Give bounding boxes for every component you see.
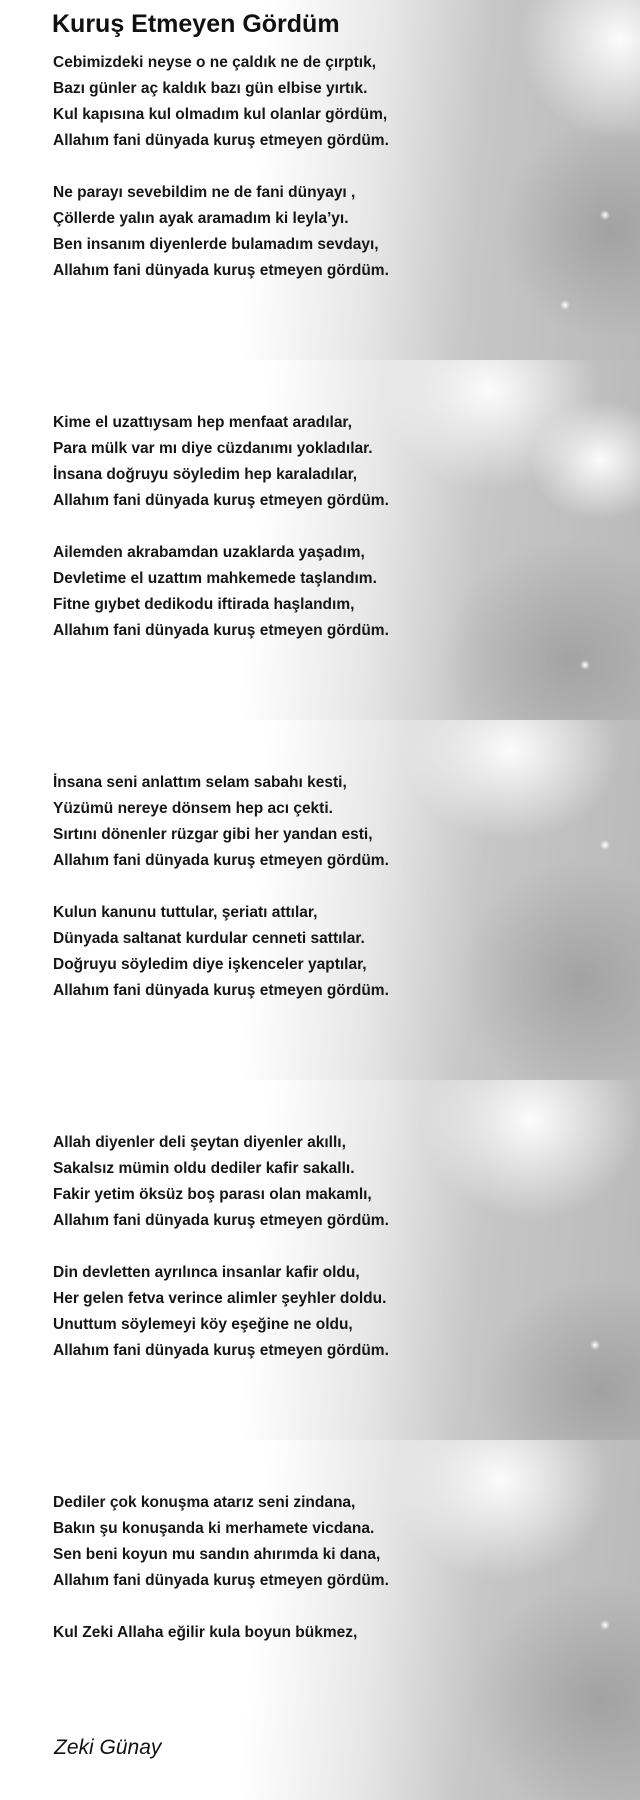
poem-line: Allahım fani dünyada kuruş etmeyen gördüm. <box>53 262 389 279</box>
poem-line: Allahım fani dünyada kuruş etmeyen gördüm. <box>53 492 389 509</box>
poem-line: Din devletten ayrılınca insanlar kafir oldu, <box>53 1264 360 1281</box>
poem-line: Unuttum söylemeyi köy eşeğine ne oldu, <box>53 1316 353 1333</box>
poem-line: Ailemden akrabamdan uzaklarda yaşadım, <box>53 544 365 561</box>
poem-line: İnsana doğruyu söyledim hep karaladılar, <box>53 466 358 483</box>
poem-stanza <box>53 180 389 284</box>
poem-line: Ben insanım diyenlerde bulamadım sevdayı, <box>53 236 379 253</box>
poem-line: Cebimizdeki neyse o ne çaldık ne de çırptık, <box>53 54 377 71</box>
poem-line: Kul kapısına kul olmadım kul olanlar gördüm, <box>53 106 388 123</box>
poem-stanza <box>53 1260 389 1364</box>
poem-stanza <box>53 900 389 1004</box>
poem-line: Para mülk var mı diye cüzdanımı yokladılar. <box>53 440 373 457</box>
poem-stanza <box>53 1130 389 1234</box>
poem-title: Kuruş Etmeyen Gördüm <box>52 10 340 38</box>
poem-stanza <box>53 410 389 514</box>
poem-line: Allahım fani dünyada kuruş etmeyen gördüm. <box>53 982 389 999</box>
poem-stanza <box>53 1620 357 1646</box>
poem-line: Sırtını dönenler rüzgar gibi her yandan esti, <box>53 826 373 843</box>
poem-line: Allahım fani dünyada kuruş etmeyen gördüm. <box>53 1212 389 1229</box>
poem-line: Allahım fani dünyada kuruş etmeyen gördüm. <box>53 1342 389 1359</box>
poem-line: Kime el uzattıysam hep menfaat aradılar, <box>53 414 352 431</box>
poem-line: Allah diyenler deli şeytan diyenler akıllı, <box>53 1134 346 1151</box>
poem-line: Fakir yetim öksüz boş parası olan makamlı, <box>53 1186 372 1203</box>
poem-line: Kulun kanunu tuttular, şeriatı attılar, <box>53 904 318 921</box>
poem-line: Bazı günler aç kaldık bazı gün elbise yırtık. <box>53 80 368 97</box>
author-name: Zeki Günay <box>54 1736 162 1759</box>
poem-stanza <box>53 540 389 644</box>
poem-line: Doğruyu söyledim diye işkenceler yaptılar, <box>53 956 367 973</box>
poem-stanza <box>53 1490 389 1594</box>
poem-line: Ne parayı sevebildim ne de fani dünyayı , <box>53 184 356 201</box>
poem-line: Allahım fani dünyada kuruş etmeyen gördüm. <box>53 852 389 869</box>
poem-line: Sakalsız mümin oldu dediler kafir sakallı. <box>53 1160 355 1177</box>
poem-line: Sen beni koyun mu sandın ahırımda ki dana, <box>53 1546 381 1563</box>
poem-line: Fitne gıybet dedikodu iftirada haşlandım, <box>53 596 355 613</box>
poem-stanza <box>53 770 389 874</box>
poem-line: Çöllerde yalın ayak aramadım ki leyla’yı. <box>53 210 349 227</box>
poem-line: Bakın şu konuşanda ki merhamete vicdana. <box>53 1520 375 1537</box>
poem-line: Dediler çok konuşma atarız seni zindana, <box>53 1494 356 1511</box>
poem-line: Allahım fani dünyada kuruş etmeyen gördüm. <box>53 132 389 149</box>
poem-line: Devletime el uzattım mahkemede taşlandım. <box>53 570 377 587</box>
poem-line: Allahım fani dünyada kuruş etmeyen gördüm. <box>53 622 389 639</box>
poem-line: İnsana seni anlattım selam sabahı kesti, <box>53 774 347 791</box>
poem-line: Yüzümü nereye dönsem hep acı çekti. <box>53 800 333 817</box>
poem-line: Allahım fani dünyada kuruş etmeyen gördüm. <box>53 1572 389 1589</box>
poem-stanza <box>53 50 389 154</box>
poem-line: Kul Zeki Allaha eğilir kula boyun bükmez, <box>53 1624 358 1641</box>
poem-line: Dünyada saltanat kurdular cenneti sattılar. <box>53 930 365 947</box>
poem-line: Her gelen fetva verince alimler şeyhler doldu. <box>53 1290 387 1307</box>
